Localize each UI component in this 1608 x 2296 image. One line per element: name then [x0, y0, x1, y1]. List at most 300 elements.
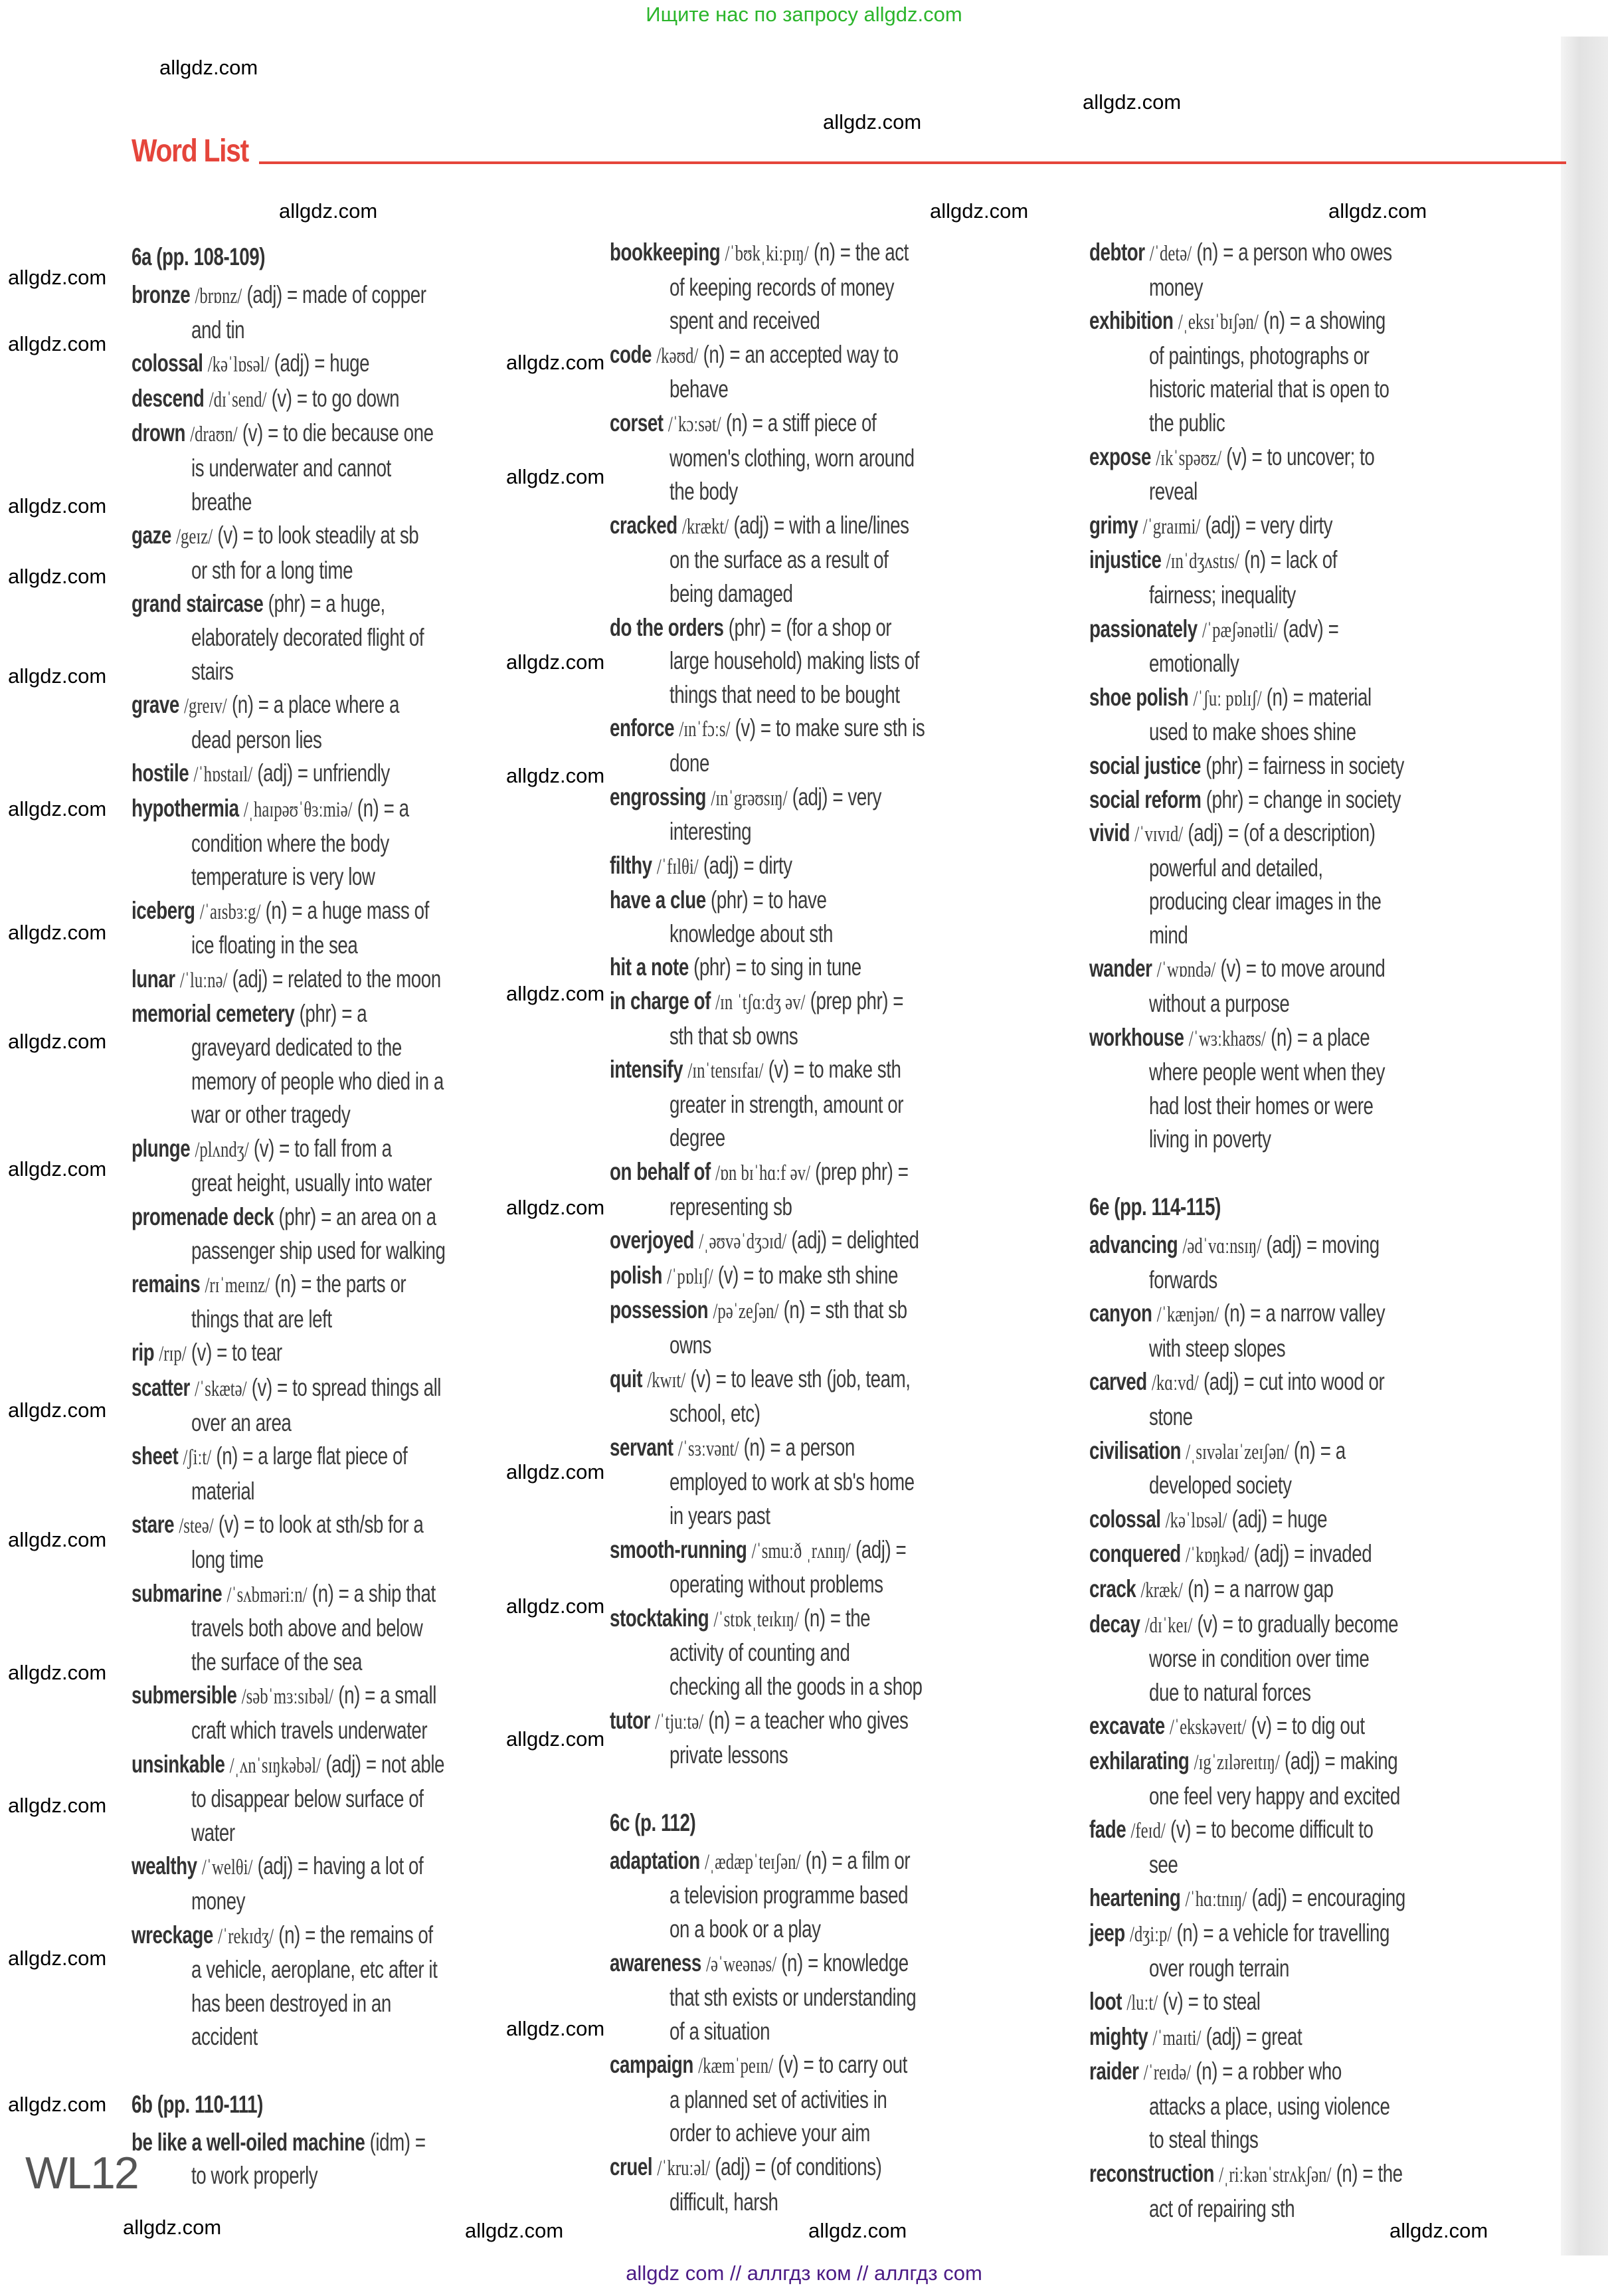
- part-of-speech: (n): [804, 1604, 826, 1632]
- entry-first-line: unsinkable /ˌʌnˈsɪŋkəbəl/ (adj) = not able: [132, 1750, 445, 1778]
- headword: wreckage: [132, 1921, 213, 1949]
- phonetic: /ˈmaɪti/: [1152, 2026, 1202, 2050]
- definition: an accepted way to: [745, 340, 899, 368]
- headword: heartening: [1089, 1884, 1181, 1912]
- word-entry: [1089, 681, 1528, 749]
- definition: an area on a: [336, 1203, 436, 1231]
- word-entry: [610, 884, 1048, 951]
- definition-continuation: emotionally: [1149, 650, 1239, 678]
- part-of-speech: (adj): [1231, 1505, 1267, 1533]
- entry-first-line: code /kəʊd/ (n) = an accepted way to: [610, 340, 899, 368]
- part-of-speech: (v): [690, 1365, 711, 1392]
- word-entry: [132, 1508, 570, 1577]
- headword: crack: [1089, 1575, 1136, 1602]
- headword: do the orders: [610, 613, 724, 641]
- watermark-text: allgdz.com: [506, 351, 605, 374]
- phonetic: /ˌeksɪˈbɪʃən/: [1178, 310, 1259, 335]
- title-rule: [259, 161, 1566, 164]
- definition-continuation: or sth for a long time: [191, 556, 353, 584]
- definition-continuation: mind: [1149, 921, 1188, 949]
- word-entry: [610, 1533, 1048, 1602]
- part-of-speech: (v): [1220, 955, 1241, 983]
- phonetic: /krækt/: [682, 514, 729, 539]
- phonetic: /ˈwɒndə/: [1156, 958, 1216, 983]
- entry-first-line: stocktaking /ˈstɒkˌteɪkɪŋ/ (n) = the: [610, 1604, 871, 1632]
- entry-first-line: exhilarating /ɪgˈzɪləreɪtɪŋ/ (adj) = making: [1089, 1747, 1398, 1774]
- word-entry: [610, 1602, 1048, 1704]
- definition: to uncover; to: [1267, 442, 1375, 470]
- word-entry: [132, 1200, 570, 1268]
- entry-first-line: wreckage /ˈrekɪdʒ/ (n) = the remains of: [132, 1921, 433, 1949]
- definition: a place: [1312, 1023, 1370, 1051]
- phonetic: /pəˈzeʃən/: [713, 1299, 779, 1324]
- word-entry: [132, 1748, 570, 1850]
- headword: overjoyed: [610, 1226, 695, 1254]
- definition: to fall from a: [294, 1134, 392, 1162]
- phonetic: /ˈpɒlɪʃ/: [667, 1264, 713, 1289]
- phonetic: /steə/: [179, 1514, 214, 1539]
- headword: wealthy: [132, 1852, 197, 1880]
- headword: submersible: [132, 1681, 237, 1709]
- word-entry: [132, 278, 570, 347]
- word-entry: [610, 509, 1048, 611]
- definition: to dig out: [1291, 1712, 1365, 1740]
- word-entry: [132, 1577, 570, 1679]
- entry-first-line: drown /draʊn/ (v) = to die because one: [132, 419, 434, 447]
- definition-continuation: living in poverty: [1149, 1125, 1271, 1153]
- watermark-text: allgdz.com: [1389, 2219, 1488, 2242]
- definition: a ship that: [353, 1579, 436, 1607]
- word-entry: [132, 963, 570, 998]
- watermark-text: allgdz.com: [8, 1157, 107, 1181]
- definition-continuation: great height, usually into water: [191, 1169, 432, 1197]
- definition-continuation: representing sb: [670, 1193, 792, 1220]
- definition-continuation: has been destroyed in an: [191, 1989, 391, 2017]
- word-entry: [1089, 304, 1528, 440]
- part-of-speech: (adj): [792, 783, 828, 811]
- watermark-text: allgdz.com: [8, 332, 107, 355]
- entry-first-line: tutor /ˈtjuːtə/ (n) = a teacher who gives: [610, 1706, 909, 1734]
- definition: lack of: [1285, 546, 1337, 574]
- part-of-speech: (n): [1196, 2057, 1217, 2085]
- headword: raider: [1089, 2057, 1139, 2085]
- headword: lunar: [132, 965, 175, 993]
- definition: great: [1261, 2022, 1302, 2050]
- part-of-speech: (n): [312, 1579, 334, 1607]
- phonetic: /feɪd/: [1130, 1819, 1166, 1844]
- watermark-text: allgdz.com: [279, 199, 378, 223]
- phonetic: /ˈkruːəl/: [657, 2156, 711, 2181]
- part-of-speech: (n): [1263, 307, 1285, 335]
- definition: unfriendly: [312, 759, 390, 787]
- headword: bronze: [132, 281, 191, 308]
- headword: engrossing: [610, 783, 707, 811]
- headword: adaptation: [610, 1846, 700, 1874]
- entry-first-line: wander /ˈwɒndə/ (v) = to move around: [1089, 955, 1385, 983]
- watermark-text: allgdz.com: [506, 1196, 605, 1219]
- definition: to leave sth (job, team,: [731, 1365, 911, 1392]
- definition-continuation: in years past: [670, 1501, 770, 1529]
- part-of-speech: (idm): [369, 2128, 410, 2156]
- word-entry: [610, 1844, 1048, 1947]
- entry-first-line: decay /dɪˈkeɪ/ (v) = to gradually become: [1089, 1610, 1399, 1638]
- headword: iceberg: [132, 896, 195, 924]
- word-entry: [610, 781, 1048, 849]
- word-entry: [1089, 1985, 1528, 2020]
- definition: dirty: [759, 851, 792, 879]
- headword: colossal: [1089, 1505, 1161, 1533]
- word-entry: [610, 2048, 1048, 2151]
- definition: a: [1335, 1436, 1346, 1464]
- word-entry: [1089, 2020, 1528, 2056]
- entry-first-line: have a clue (phr) = to have: [610, 886, 827, 914]
- word-entry: [610, 1053, 1048, 1155]
- entry-first-line: fade /feɪd/ (v) = to become difficult to: [1089, 1816, 1374, 1844]
- watermark-text: allgdz.com: [8, 565, 107, 588]
- word-entry: [1089, 1745, 1528, 1813]
- definition: a stiff piece of: [767, 409, 877, 436]
- entry-first-line: raider /ˈreɪdə/ (n) = a robber who: [1089, 2057, 1342, 2085]
- definition-continuation: spent and received: [670, 307, 820, 335]
- definition-continuation: travels both above and below: [191, 1614, 423, 1642]
- phonetic: /ʃiːt/: [183, 1446, 212, 1470]
- word-entry: [1089, 1709, 1528, 1745]
- headword: sheet: [132, 1442, 179, 1470]
- entry-first-line: sheet /ʃiːt/ (n) = a large flat piece of: [132, 1442, 408, 1470]
- headword: plunge: [132, 1134, 191, 1162]
- entry-first-line: heartening /ˈhɑːtnɪŋ/ (adj) = encouraging: [1089, 1884, 1405, 1912]
- entry-first-line: promenade deck (phr) = an area on a: [132, 1203, 436, 1231]
- headword: drown: [132, 419, 185, 447]
- column-1: [132, 236, 570, 2193]
- phonetic: /dɪˈsend/: [209, 387, 267, 412]
- entry-first-line: campaign /kæmˈpeɪn/ (v) = to carry out: [610, 2051, 907, 2079]
- headword: injustice: [1089, 546, 1162, 574]
- entry-first-line: possession /pəˈzeʃən/ (n) = sth that sb: [610, 1296, 907, 1324]
- part-of-speech: (n): [338, 1681, 360, 1709]
- definition: the: [845, 1604, 871, 1632]
- entry-first-line: quit /kwɪt/ (v) = to leave sth (job, team,: [610, 1365, 911, 1392]
- part-of-speech: (adj): [1251, 1884, 1287, 1912]
- phonetic: /əˈweənəs/: [706, 1952, 776, 1976]
- word-entry: [1089, 440, 1528, 509]
- definition-continuation: the surface of the sea: [191, 1648, 362, 1675]
- definition: huge: [329, 349, 370, 377]
- entry-first-line: memorial cemetery (phr) = a: [132, 1000, 367, 1028]
- headword: passionately: [1089, 615, 1198, 642]
- phonetic: /greɪv/: [184, 694, 227, 719]
- entry-first-line: iceberg /ˈaɪsbɜːg/ (n) = a huge mass of: [132, 896, 429, 924]
- headword: canyon: [1089, 1299, 1152, 1327]
- phonetic: /ˌəʊvəˈdʒɔɪd/: [699, 1230, 787, 1254]
- phonetic: /kæmˈpeɪn/: [698, 2054, 773, 2079]
- definition: a person: [785, 1433, 855, 1461]
- definition-continuation: and tin: [191, 316, 245, 343]
- definition: a teacher who gives: [750, 1706, 909, 1734]
- entry-first-line: cruel /ˈkruːəl/ (adj) = (of conditions): [610, 2153, 882, 2181]
- definition: fairness in society: [1263, 751, 1404, 779]
- definition-continuation: greater in strength, amount or: [670, 1090, 904, 1118]
- headword: jeep: [1089, 1919, 1125, 1947]
- entry-first-line: gaze /geɪz/ (v) = to look steadily at sb: [132, 522, 419, 549]
- definition-continuation: on the surface as a result of: [670, 546, 889, 574]
- word-entry: [1089, 749, 1528, 783]
- word-entry: [610, 951, 1048, 985]
- entry-first-line: awareness /əˈweənəs/ (n) = knowledge: [610, 1949, 909, 1976]
- word-entry: [1089, 543, 1528, 612]
- headword: promenade deck: [132, 1203, 274, 1231]
- phonetic: /ɪkˈspəʊz/: [1156, 446, 1222, 470]
- entry-first-line: colossal /kəˈlɒsəl/ (adj) = huge: [132, 349, 370, 377]
- definition-continuation: long time: [191, 1545, 264, 1573]
- definition-continuation: the body: [670, 478, 738, 506]
- part-of-speech: (n): [278, 1921, 300, 1949]
- part-of-speech: (v): [242, 419, 263, 447]
- phonetic: /ˌhaɪpəʊˈθɜːmiə/: [243, 797, 353, 822]
- headword: submarine: [132, 1579, 223, 1607]
- phonetic: /ˈstɒkˌteɪkɪŋ/: [713, 1607, 799, 1632]
- phonetic: /kwɪt/: [647, 1368, 686, 1392]
- definition-continuation: of keeping records of money: [670, 273, 895, 301]
- headword: social justice: [1089, 751, 1201, 779]
- watermark-text: allgdz.com: [808, 2219, 907, 2242]
- headword: wander: [1089, 955, 1152, 983]
- top-banner[interactable]: Ищите нас по запросу allgdz.com: [646, 3, 962, 26]
- definition: making: [1340, 1747, 1398, 1774]
- entry-first-line: smooth-running /ˈsmuːð ˌrʌnɪŋ/ (adj) =: [610, 1535, 907, 1563]
- definition-continuation: one feel very happy and excited: [1149, 1782, 1400, 1810]
- entry-first-line: submersible /səbˈmɜːsɪbəl/ (n) = a small: [132, 1681, 436, 1709]
- word-entry: [132, 997, 570, 1131]
- part-of-speech: (adj): [703, 851, 739, 879]
- phonetic: /ˈgraɪmi/: [1142, 514, 1201, 539]
- entry-first-line: social justice (phr) = fairness in society: [1089, 751, 1404, 779]
- headword: polish: [610, 1261, 663, 1289]
- section-heading: 6e (pp. 114-115): [1089, 1193, 1221, 1221]
- word-entry: [1089, 1537, 1528, 1573]
- part-of-speech: (phr): [1206, 751, 1243, 779]
- definition-continuation: degree: [670, 1124, 725, 1152]
- entry-first-line: hit a note (phr) = to sing in tune: [610, 953, 861, 981]
- definition: (of a description): [1243, 819, 1376, 847]
- entry-first-line: plunge /plʌndʒ/ (v) = to fall from a: [132, 1134, 392, 1162]
- definition: material: [1308, 683, 1372, 711]
- watermark-text: allgdz.com: [8, 1398, 107, 1422]
- entry-first-line: scatter /ˈskætə/ (v) = to spread things all: [132, 1374, 442, 1401]
- phonetic: /ˈsɜːvənt/: [677, 1436, 739, 1461]
- definition-continuation: fairness; inequality: [1149, 581, 1296, 609]
- entry-first-line: advancing /ədˈvɑːnsɪŋ/ (adj) = moving: [1089, 1231, 1380, 1259]
- definition-continuation: school, etc): [670, 1400, 760, 1428]
- definition-continuation: activity of counting and: [670, 1639, 850, 1667]
- entry-first-line: expose /ɪkˈspəʊz/ (v) = to uncover; to: [1089, 442, 1375, 470]
- definition: to make sth: [808, 1056, 901, 1084]
- part-of-speech: (v): [735, 714, 756, 742]
- headword: exhibition: [1089, 307, 1174, 335]
- definition: to sing in tune: [751, 953, 861, 981]
- headword: conquered: [1089, 1540, 1181, 1568]
- word-entry: [1089, 783, 1528, 817]
- word-entry: [1089, 816, 1528, 952]
- phonetic: /dʒiːp/: [1129, 1922, 1172, 1947]
- word-entry: [1089, 952, 1528, 1020]
- word-entry: [132, 1268, 570, 1336]
- headword: civilisation: [1089, 1436, 1182, 1464]
- definition-continuation: behave: [670, 375, 729, 403]
- part-of-speech: (v): [253, 1134, 274, 1162]
- entry-first-line: adaptation /ˌædæpˈteɪʃən/ (n) = a film or: [610, 1846, 911, 1874]
- entry-first-line: excavate /ˈekskəveɪt/ (v) = to dig out: [1089, 1712, 1365, 1740]
- part-of-speech: (phr): [1206, 785, 1244, 813]
- entry-first-line: jeep /dʒiːp/ (n) = a vehicle for travelling: [1089, 1919, 1389, 1947]
- definition-continuation: money: [191, 1887, 246, 1915]
- part-of-speech: (n): [1188, 1575, 1209, 1602]
- definition-continuation: things that are left: [191, 1305, 332, 1333]
- phonetic: /ˈkænjən/: [1156, 1303, 1219, 1327]
- headword: debtor: [1089, 239, 1145, 266]
- definition-continuation: passenger ship used for walking: [191, 1236, 446, 1264]
- part-of-speech: (adj): [232, 965, 268, 993]
- definition-continuation: craft which travels underwater: [191, 1716, 428, 1744]
- word-entry: [610, 985, 1048, 1053]
- phonetic: /ˈsʌbməriːn/: [226, 1582, 308, 1607]
- word-entry: [610, 1431, 1048, 1533]
- phonetic: /kræk/: [1140, 1578, 1183, 1602]
- word-entry: [132, 1132, 570, 1200]
- headword: cracked: [610, 511, 677, 539]
- part-of-speech: (adj): [1188, 819, 1223, 847]
- part-of-speech: (adj): [257, 759, 293, 787]
- word-entry: [132, 1679, 570, 1747]
- part-of-speech: (phr): [693, 953, 731, 981]
- headword: loot: [1089, 1988, 1122, 2016]
- entry-first-line: bronze /brɒnz/ (adj) = made of copper: [132, 281, 426, 308]
- headword: intensify: [610, 1056, 683, 1084]
- watermark-text: allgdz.com: [1083, 90, 1182, 114]
- page-title: Word List: [132, 134, 248, 169]
- headword: stare: [132, 1511, 175, 1539]
- headword: in charge of: [610, 987, 711, 1015]
- definition: a place where a: [273, 691, 399, 719]
- definition: to look steadily at sb: [258, 522, 419, 549]
- watermark-text: allgdz.com: [123, 2216, 222, 2239]
- definition-continuation: stone: [1149, 1403, 1193, 1430]
- watermark-text: allgdz.com: [1328, 199, 1427, 223]
- phonetic: /ˈreɪdə/: [1143, 2061, 1192, 2085]
- headword: grimy: [1089, 511, 1138, 539]
- definition: very dirty: [1261, 511, 1333, 539]
- phonetic: /ˈvɪvɪd/: [1134, 822, 1184, 847]
- definition: a vehicle for travelling: [1218, 1919, 1389, 1947]
- definition-continuation: is underwater and cannot: [191, 454, 391, 482]
- definition-continuation: see: [1149, 1850, 1178, 1878]
- watermark-text: allgdz.com: [930, 199, 1029, 223]
- word-entry: [610, 407, 1048, 509]
- phonetic: /ˌʌnˈsɪŋkəbəl/: [229, 1753, 321, 1778]
- definition-continuation: used to make shoes shine: [1149, 718, 1356, 746]
- definition-continuation: checking all the goods in a shop: [670, 1672, 923, 1700]
- part-of-speech: (adj): [791, 1226, 827, 1254]
- phonetic: /ˈluːnə/: [179, 968, 228, 993]
- headword: bookkeeping: [610, 239, 721, 266]
- part-of-speech: (n): [1244, 546, 1266, 574]
- word-entry: [132, 347, 570, 382]
- definition: very: [848, 783, 881, 811]
- definition-continuation: reveal: [1149, 478, 1198, 506]
- entry-first-line: corset /ˈkɔːsət/ (n) = a stiff piece of: [610, 409, 877, 436]
- part-of-speech: (n): [357, 794, 379, 822]
- headword: carved: [1089, 1368, 1147, 1396]
- word-entry: [610, 338, 1048, 407]
- entry-first-line: enforce /ɪnˈfɔːs/ (v) = to make sure sth is: [610, 714, 925, 742]
- word-entry: [1089, 1434, 1528, 1503]
- part-of-speech: (v): [217, 522, 238, 549]
- definition-continuation: money: [1149, 273, 1204, 301]
- entry-first-line: grimy /ˈgraɪmi/ (adj) = very dirty: [1089, 511, 1333, 539]
- word-entry: [1089, 2055, 1528, 2157]
- definition: sth that sb: [825, 1296, 907, 1324]
- part-of-speech: (adj): [1204, 1368, 1239, 1396]
- entry-first-line: filthy /ˈfɪlθi/ (adj) = dirty: [610, 851, 792, 879]
- headword: smooth-running: [610, 1535, 747, 1563]
- definition: a: [399, 794, 409, 822]
- definition: delighted: [846, 1226, 919, 1254]
- definition-continuation: interesting: [670, 818, 752, 846]
- word-entry: [1089, 1021, 1528, 1157]
- phonetic: /ˈdetə/: [1149, 242, 1192, 266]
- headword: quit: [610, 1365, 643, 1392]
- entry-first-line: servant /ˈsɜːvənt/ (n) = a person: [610, 1433, 855, 1461]
- headword: gaze: [132, 522, 171, 549]
- word-entry: [1089, 1297, 1528, 1365]
- watermark-text: allgdz.com: [8, 1528, 107, 1551]
- phonetic: /ɪnˈdʒʌstɪs/: [1166, 549, 1239, 574]
- headword: decay: [1089, 1610, 1140, 1638]
- watermark-text: allgdz.com: [8, 1030, 107, 1053]
- phonetic: /luːt/: [1126, 1991, 1158, 2016]
- definition-continuation: private lessons: [670, 1741, 788, 1769]
- definition-continuation: of paintings, photographs or: [1149, 341, 1370, 369]
- entry-first-line: in charge of /ɪn ˈtʃɑːdʒ əv/ (prep phr) =: [610, 987, 904, 1015]
- phonetic: /ˈsmuːð ˌrʌnɪŋ/: [751, 1539, 851, 1563]
- definition-continuation: powerful and detailed,: [1149, 854, 1323, 882]
- word-entry: [1089, 1228, 1528, 1297]
- definition-continuation: graveyard dedicated to the: [191, 1034, 402, 1062]
- part-of-speech: (v): [1197, 1610, 1218, 1638]
- headword: hit a note: [610, 953, 689, 981]
- definition-continuation: breathe: [191, 488, 252, 516]
- phonetic: /səbˈmɜːsɪbəl/: [241, 1685, 334, 1709]
- phonetic: /ˈrekɪdʒ/: [218, 1924, 274, 1949]
- definition: a person who owes: [1238, 239, 1392, 266]
- word-entry: [610, 2151, 1048, 2219]
- phonetic: /rɪˈmeɪnz/: [205, 1274, 270, 1298]
- definition: to have: [768, 886, 827, 914]
- part-of-speech: (n): [1196, 239, 1218, 266]
- word-entry: [1089, 1608, 1528, 1710]
- phonetic: /ɪgˈzɪləreɪtɪŋ/: [1194, 1750, 1280, 1774]
- section-heading: 6b (pp. 110-111): [132, 2090, 263, 2118]
- definition-continuation: owns: [670, 1331, 711, 1359]
- definition-continuation: over an area: [191, 1408, 292, 1436]
- definition: a narrow gap: [1229, 1575, 1334, 1602]
- phonetic: /ˈhɒstaɪl/: [193, 763, 253, 787]
- definition: to make sure sth is: [775, 714, 925, 742]
- word-entry: [132, 1919, 570, 2054]
- headword: cruel: [610, 2153, 653, 2181]
- definition: the act: [855, 239, 909, 266]
- bottom-banner[interactable]: allgdz com // аллгдз ком // аллгдз com: [626, 2261, 982, 2285]
